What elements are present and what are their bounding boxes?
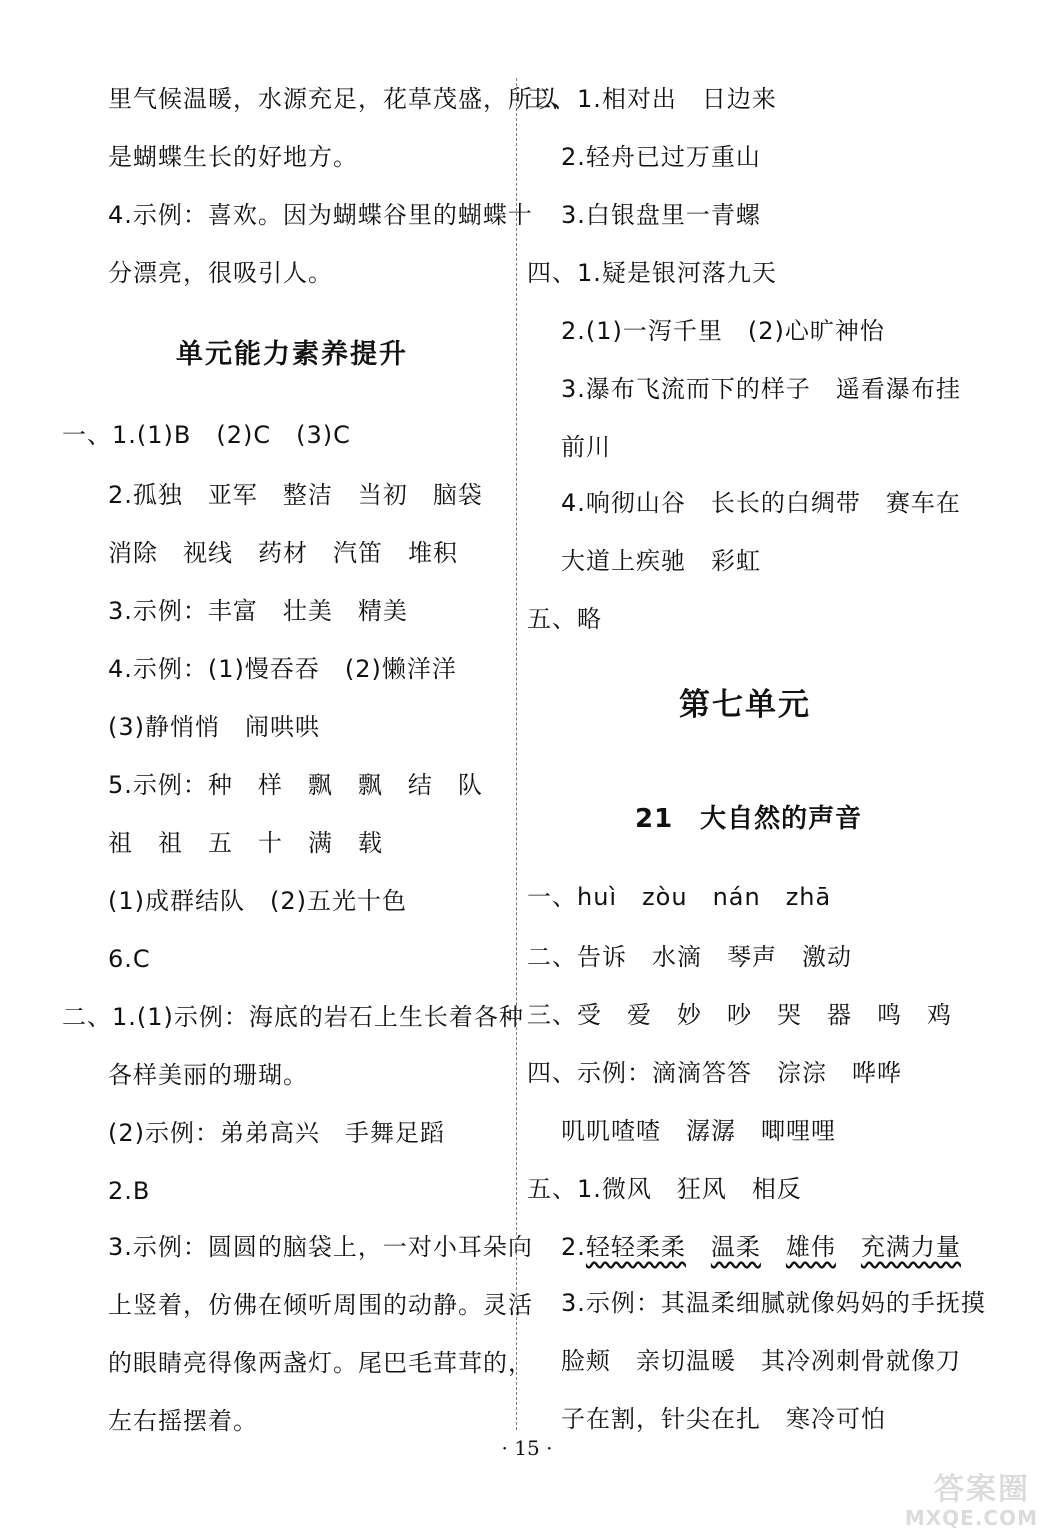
answer-line: 二、告诉 水滴 琴声 激动 xyxy=(527,943,852,971)
answer-line: 3.示例：圆圆的脑袋上，一对小耳朵向 xyxy=(108,1233,533,1261)
answer-line: 2.(1)一泻千里 (2)心旷神怡 xyxy=(561,317,885,345)
answer-line: 2.孤独 亚军 整洁 当初 脑袋 xyxy=(108,481,483,509)
underlined-phrase: 充满力量 xyxy=(860,1233,961,1261)
answer-line: 2.B xyxy=(108,1177,151,1205)
answer-line: 4.响彻山谷 长长的白绸带 赛车在 xyxy=(561,489,961,517)
answer-line: 脸颊 亲切温暖 其冷冽刺骨就像刀 xyxy=(561,1347,961,1375)
answer-line: 消除 视线 药材 汽笛 堆积 xyxy=(108,539,458,567)
underlined-phrase: 温柔 xyxy=(710,1233,761,1261)
answer-line: 五、略 xyxy=(527,605,602,633)
answer-line: 3.示例：丰富 壮美 精美 xyxy=(108,597,408,625)
answer-line: 四、1.疑是银河落九天 xyxy=(527,259,777,287)
answer-line: 三、1.相对出 日边来 xyxy=(527,85,777,113)
answer-line: 4.示例：喜欢。因为蝴蝶谷里的蝴蝶十 xyxy=(108,201,533,229)
answer-line: 5.示例：种 样 飘 飘 结 队 xyxy=(108,771,483,799)
section-title: 单元能力素养提升 xyxy=(176,339,408,370)
answer-line: 一、1.(1)B (2)C (3)C xyxy=(62,421,351,449)
underlined-phrase: 雄伟 xyxy=(785,1233,836,1261)
answer-line: 3.瀑布飞流而下的样子 遥看瀑布挂 xyxy=(561,375,961,403)
answer-line: 3.示例：其温柔细腻就像妈妈的手抚摸 xyxy=(561,1289,986,1317)
answer-line: 二、1.(1)示例：海底的岩石上生长着各种 xyxy=(62,1003,524,1031)
answer-line: 上竖着，仿佛在倾听周围的动静。灵活 xyxy=(108,1291,533,1319)
unit-title: 第七单元 xyxy=(679,687,811,723)
underlined-phrase: 轻轻柔柔 xyxy=(585,1233,686,1261)
watermark-url: MXQE.COM xyxy=(904,1506,1038,1530)
page-number: · 15 · xyxy=(501,1436,553,1460)
answer-line: 2.轻舟已过万重山 xyxy=(561,143,761,171)
item-number: 2. xyxy=(561,1233,586,1261)
column-divider xyxy=(516,78,517,1430)
answer-line: 分漂亮，很吸引人。 xyxy=(108,259,333,287)
answer-line: 的眼睛亮得像两盏灯。尾巴毛茸茸的， xyxy=(108,1349,533,1377)
answer-line: 各样美丽的珊瑚。 xyxy=(108,1061,308,1089)
answer-line: (1)成群结队 (2)五光十色 xyxy=(108,887,407,915)
answer-line: (2)示例：弟弟高兴 手舞足蹈 xyxy=(108,1119,445,1147)
answer-line: 四、示例：滴滴答答 淙淙 哗哗 xyxy=(527,1059,902,1087)
answer-line: 一、huì zòu nán zhā xyxy=(527,883,832,911)
answer-line: 前川 xyxy=(561,433,611,461)
answer-line: 大道上疾驰 彩虹 xyxy=(561,547,761,575)
answer-line: 三、受 爱 妙 吵 哭 器 鸣 鸡 xyxy=(527,1001,952,1029)
answer-line: 子在割，针尖在扎 寒冷可怕 xyxy=(561,1405,886,1433)
watermark xyxy=(854,1464,1044,1530)
answer-line: 4.示例：(1)慢吞吞 (2)懒洋洋 xyxy=(108,655,457,683)
answer-line-underlined xyxy=(561,1232,961,1262)
answer-line: 五、1.微风 狂风 相反 xyxy=(527,1175,802,1203)
answer-line: 里气候温暖，水源充足，花草茂盛，所以 xyxy=(108,85,558,113)
answer-line: 叽叽喳喳 潺潺 唧哩哩 xyxy=(561,1117,836,1145)
answer-line: 3.白银盘里一青螺 xyxy=(561,201,761,229)
answer-line: 左右摇摆着。 xyxy=(108,1407,258,1435)
answer-line: 6.C xyxy=(108,945,151,973)
lesson-title: 21 大自然的声音 xyxy=(635,804,863,834)
answer-line: 祖 祖 五 十 满 载 xyxy=(108,829,383,857)
answer-line: (3)静悄悄 闹哄哄 xyxy=(108,713,320,741)
watermark-logo: 答案圈 xyxy=(934,1472,1030,1507)
answer-line: 是蝴蝶生长的好地方。 xyxy=(108,143,358,171)
